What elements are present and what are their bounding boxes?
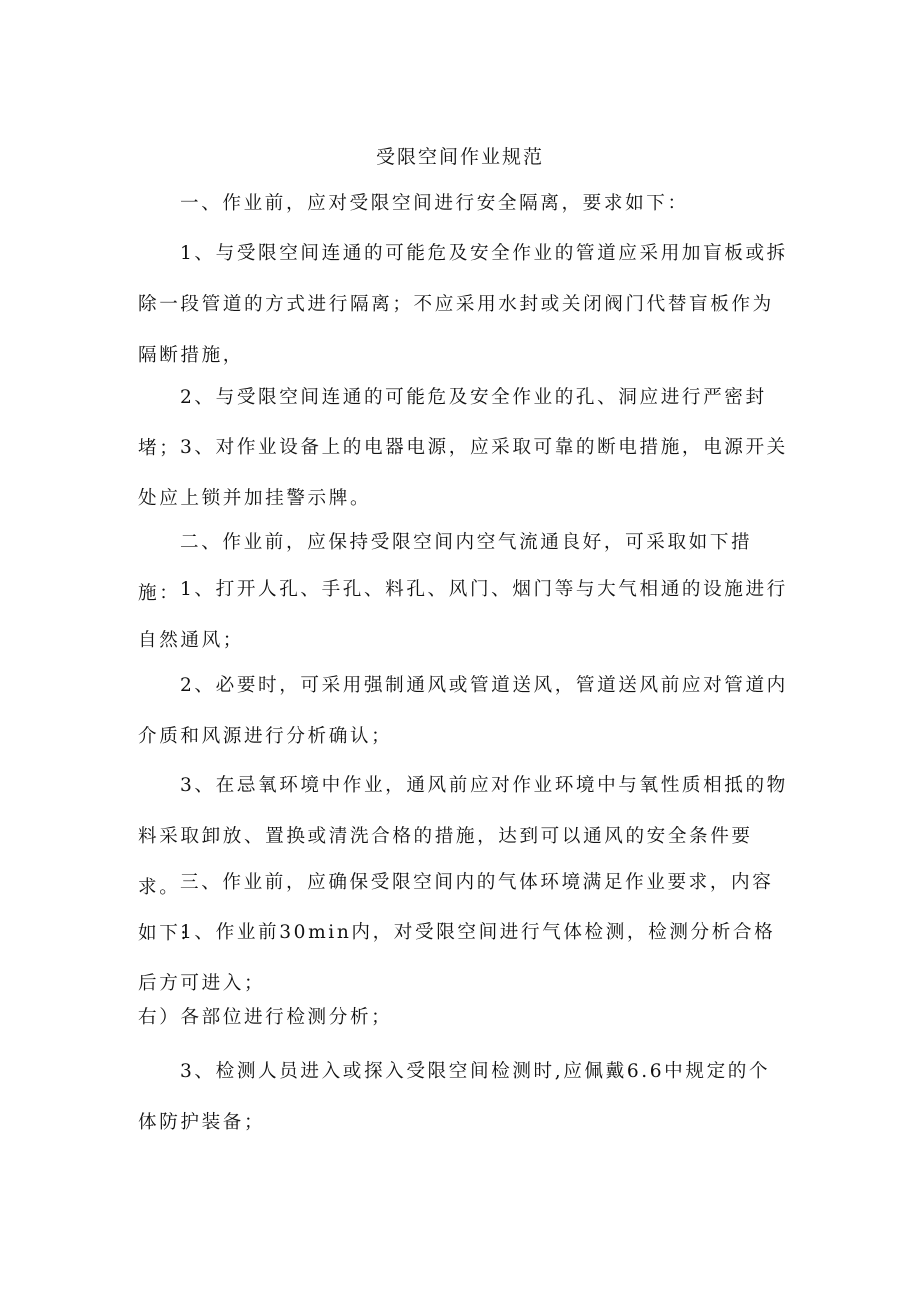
paragraph-2-3: 3、在忌氧环境中作业，通风前应对作业环境中与氧性质相抵的物料采取卸放、置换或清洗合格的措施，达到可以通风的安全条件要求。	[138, 775, 788, 898]
paragraph-3-3: 3、检测人员进入或探入受限空间检测时,应佩戴6.6中规定的个体防护装备；	[138, 1061, 771, 1133]
paragraph-3-2-fragment: 右）各部位进行检测分析；	[138, 1007, 393, 1028]
paragraph-1-1: 1、与受限空间连通的可能危及安全作业的管道应采用加盲板或拆除一段管道的方式进行隔离；不应采用水封或关闭阀门代替盲板作为隔断措施，	[138, 243, 788, 366]
section-2-heading: 二、作业前，应保持受限空间内空气流通良好，可采取如下措施：	[138, 532, 753, 604]
paragraph-3-1: 1、作业前30min内，对受限空间进行气体检测，检测分析合格后方可进入；	[138, 922, 776, 994]
section-1-heading: 一、作业前，应对受限空间进行安全隔离，要求如下：	[180, 193, 689, 214]
paragraph-1-3: 3、对作业设备上的电器电源，应采取可靠的断电措施，电源开关处应上锁并加挂警示牌。	[138, 437, 788, 509]
page-title: 受限空间作业规范	[375, 146, 544, 168]
paragraph-1-2: 2、与受限空间连通的可能危及安全作业的孔、洞应进行严密封堵；	[138, 387, 767, 459]
section-3-heading: 三、作业前，应确保受限空间内的气体环境满足作业要求，内容如下:	[138, 872, 774, 944]
paragraph-2-2: 2、必要时，可采用强制通风或管道送风，管道送风前应对管道内介质和风源进行分析确认；	[138, 675, 788, 747]
paragraph-2-1: 1、打开人孔、手孔、料孔、风门、烟门等与大气相通的设施进行自然通风；	[138, 579, 788, 651]
